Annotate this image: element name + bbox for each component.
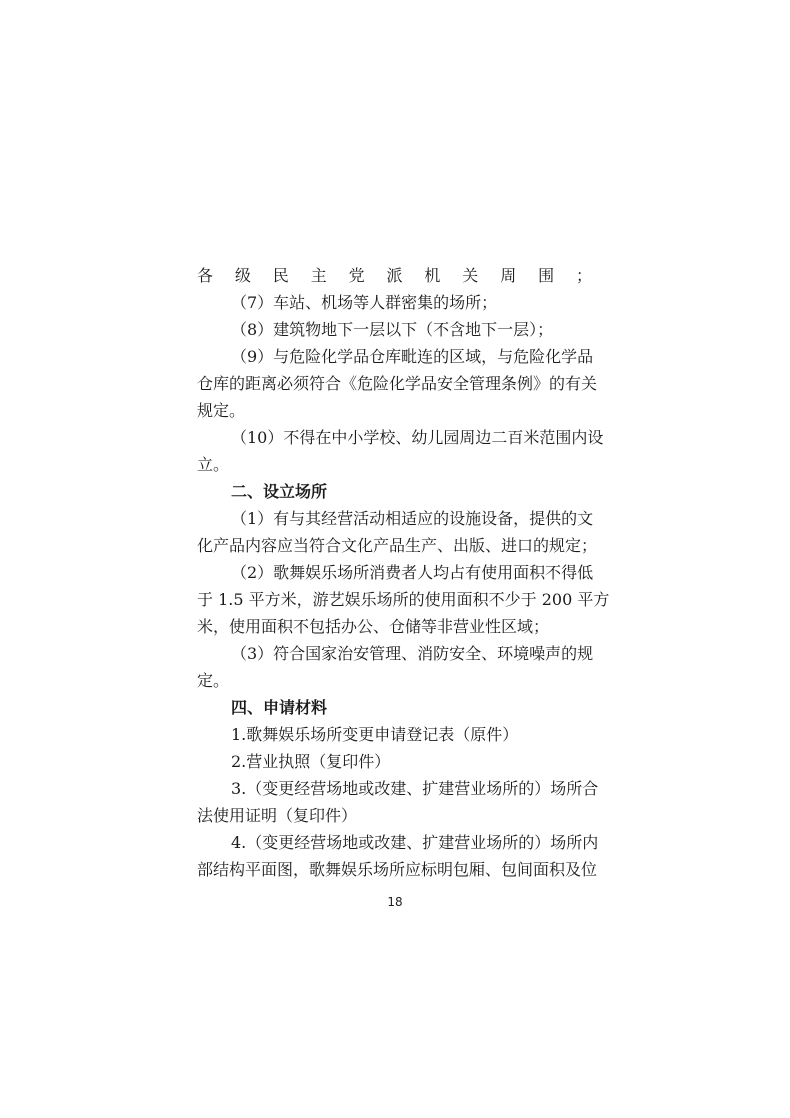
list-item-7: （7）车站、机场等人群密集的场所； <box>231 293 498 312</box>
list-item-9: （9）与危险化学品仓库毗连的区域，与危险化学品 <box>231 347 594 366</box>
text-line: 定。 <box>197 671 230 690</box>
text-line: 法使用证明（复印件） <box>197 806 358 825</box>
text-line: 化产品内容应当符合文化产品生产、出版、进口的规定； <box>197 536 598 555</box>
text-line: 各级民主党派机关周围； <box>197 266 592 285</box>
section-heading-materials: 四、申请材料 <box>231 698 328 717</box>
list-item-2: （2）歌舞娱乐场所消费者人均占有使用面积不得低 <box>231 563 594 582</box>
list-item-3: （3）符合国家治安管理、消防安全、环境噪声的规 <box>231 644 594 663</box>
list-item-8: （8）建筑物地下一层以下（不含地下一层）； <box>231 320 554 339</box>
document-body <box>197 262 610 883</box>
text-line: 米，使用面积不包括办公、仓储等非营业性区域； <box>197 617 550 636</box>
list-item-10: （10）不得在中小学校、幼儿园周边二百米范围内设 <box>231 428 604 447</box>
text-line: 规定。 <box>197 401 246 420</box>
text-line: 部结构平面图，歌舞娱乐场所应标明包厢、包间面积及位 <box>197 860 598 879</box>
material-item-4: 4.（变更经营场地或改建、扩建营业场所的）场所内 <box>231 833 599 852</box>
material-item-1: 1.歌舞娱乐场所变更申请登记表（原件） <box>231 725 519 744</box>
text-line: 于 1.5 平方米，游艺娱乐场所的使用面积不少于 200 平方 <box>197 590 610 609</box>
section-heading-establishment: 二、设立场所 <box>231 482 328 501</box>
material-item-2: 2.营业执照（复印件） <box>231 752 391 771</box>
page-number: 18 <box>387 895 403 909</box>
text-line: 立。 <box>197 455 230 474</box>
text-line: 仓库的距离必须符合《危险化学品安全管理条例》的有关 <box>197 374 598 393</box>
list-item-1: （1）有与其经营活动相适应的设施设备，提供的文 <box>231 509 594 528</box>
material-item-3: 3.（变更经营场地或改建、扩建营业场所的）场所合 <box>231 779 599 798</box>
